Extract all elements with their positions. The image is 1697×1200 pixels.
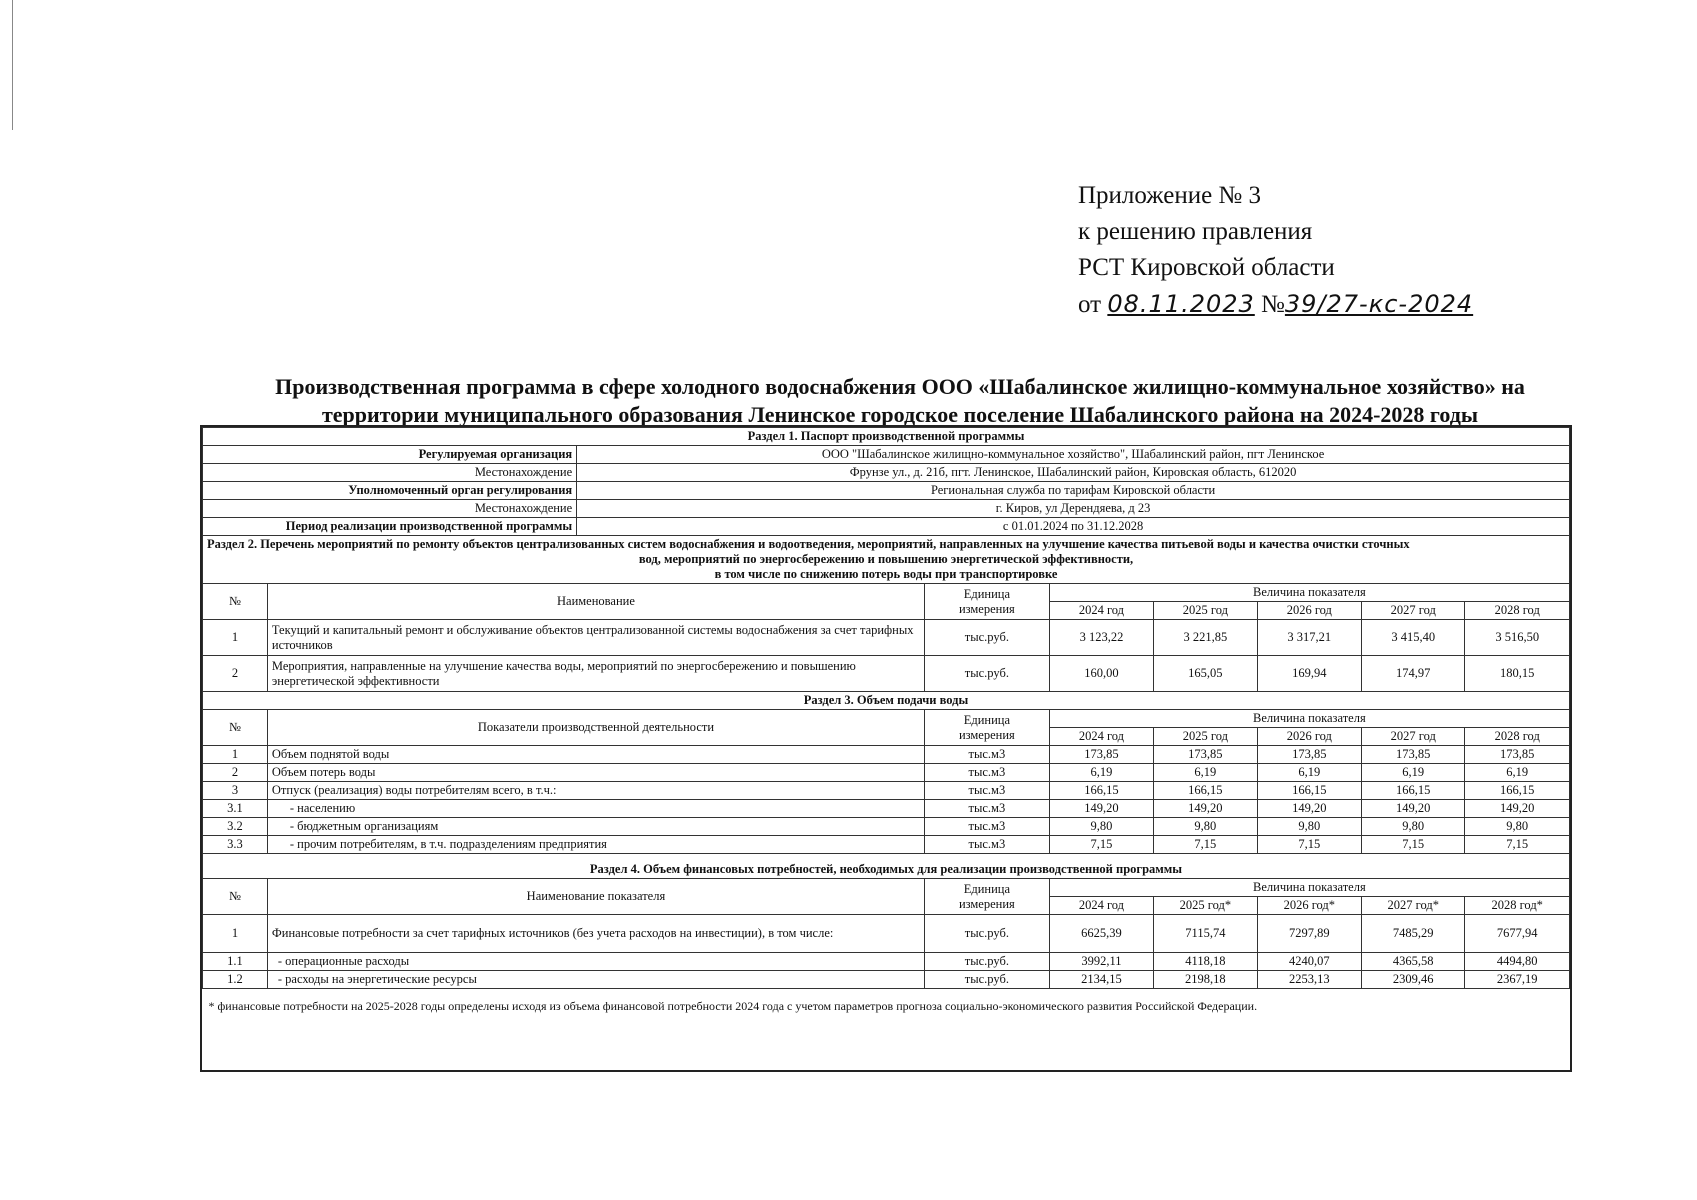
row-value: 7,15 bbox=[1257, 836, 1361, 854]
row-unit: тыс.руб. bbox=[925, 620, 1050, 656]
col-number: № bbox=[203, 879, 268, 915]
col-value: Величина показателя bbox=[1049, 879, 1569, 897]
col-year: 2024 год bbox=[1049, 728, 1153, 746]
row-value: 174,97 bbox=[1362, 656, 1465, 692]
col-unit-line-1: Единица bbox=[963, 881, 1011, 896]
table-row bbox=[203, 764, 1570, 782]
col-year: 2027 год bbox=[1362, 602, 1465, 620]
row-name: - операционные расходы bbox=[267, 953, 924, 971]
row-name: Объем потерь воды bbox=[267, 764, 924, 782]
table-row bbox=[203, 620, 1570, 656]
row-number: 3.3 bbox=[203, 836, 268, 854]
col-unit bbox=[925, 710, 1050, 746]
passport-label: Местонахождение bbox=[203, 464, 577, 482]
row-value: 149,20 bbox=[1049, 800, 1153, 818]
document-title bbox=[200, 373, 1600, 429]
row-name: Отпуск (реализация) воды потребителям всего, в т.ч.: bbox=[267, 782, 924, 800]
row-value: 166,15 bbox=[1362, 782, 1465, 800]
row-value: 4365,58 bbox=[1362, 953, 1465, 971]
row-value: 3 415,40 bbox=[1362, 620, 1465, 656]
row-value: 4494,80 bbox=[1465, 953, 1570, 971]
section2-heading-line-3: в том числе по снижению потерь воды при транспортировке bbox=[714, 567, 1058, 581]
row-value: 3 123,22 bbox=[1049, 620, 1153, 656]
row-name: - расходы на энергетические ресурсы bbox=[267, 971, 924, 989]
col-year: 2026 год bbox=[1257, 728, 1361, 746]
section2-heading bbox=[203, 536, 1570, 584]
row-value: 166,15 bbox=[1257, 782, 1361, 800]
table-row bbox=[203, 818, 1570, 836]
title-line-2: территории муниципального образования Ленинское городское поселение Шабалинского района на 2024-2028 годы bbox=[321, 402, 1479, 427]
col-value: Величина показателя bbox=[1049, 584, 1569, 602]
col-unit bbox=[925, 584, 1050, 620]
row-value: 7297,89 bbox=[1257, 915, 1361, 953]
decision-date: 08.11.2023 bbox=[1107, 290, 1255, 318]
row-name: Финансовые потребности за счет тарифных источников (без учета расходов на инвестиции), в том числе: bbox=[267, 915, 924, 953]
row-unit: тыс.руб. bbox=[925, 656, 1050, 692]
row-value: 173,85 bbox=[1257, 746, 1361, 764]
row-name: Мероприятия, направленные на улучшение качества воды, мероприятий по энергосбережению и повышению энергетической эффективности bbox=[267, 656, 924, 692]
row-unit: тыс.м3 bbox=[925, 764, 1050, 782]
appendix-line-3: РСТ Кировской области bbox=[1078, 254, 1335, 281]
row-value: 3 221,85 bbox=[1154, 620, 1257, 656]
col-year: 2028 год* bbox=[1465, 897, 1570, 915]
section3-header-row bbox=[203, 710, 1570, 728]
row-name: Текущий и капитальный ремонт и обслуживание объектов централизованной системы водоснабжения за счет тарифных источников bbox=[267, 620, 924, 656]
row-value: 7,15 bbox=[1362, 836, 1465, 854]
row-name: - прочим потребителям, в т.ч. подразделениям предприятия bbox=[267, 836, 924, 854]
table-row bbox=[203, 656, 1570, 692]
title-line-1: Производственная программа в сфере холодного водоснабжения ООО «Шабалинское жилищно-коммунальное хозяйство» на bbox=[275, 374, 1525, 399]
col-year: 2025 год* bbox=[1154, 897, 1257, 915]
row-value: 3 516,50 bbox=[1465, 620, 1570, 656]
row-value: 149,20 bbox=[1154, 800, 1257, 818]
program-table bbox=[202, 427, 1570, 1024]
passport-row bbox=[203, 518, 1570, 536]
from-label: от bbox=[1078, 291, 1102, 318]
row-number: 1.1 bbox=[203, 953, 268, 971]
passport-value: Региональная служба по тарифам Кировской области bbox=[577, 482, 1570, 500]
number-label: № bbox=[1261, 291, 1285, 318]
row-number: 2 bbox=[203, 764, 268, 782]
table-row bbox=[203, 800, 1570, 818]
row-value: 166,15 bbox=[1154, 782, 1257, 800]
table-row bbox=[203, 836, 1570, 854]
passport-row bbox=[203, 446, 1570, 464]
row-value: 6,19 bbox=[1362, 764, 1465, 782]
row-value: 173,85 bbox=[1154, 746, 1257, 764]
table-row bbox=[203, 953, 1570, 971]
passport-label: Уполномоченный орган регулирования bbox=[203, 482, 577, 500]
col-year: 2026 год* bbox=[1257, 897, 1361, 915]
col-year: 2024 год bbox=[1049, 602, 1153, 620]
table-row bbox=[203, 971, 1570, 989]
row-number: 3.1 bbox=[203, 800, 268, 818]
col-unit-line-2: измерения bbox=[958, 727, 1015, 742]
col-unit-line-1: Единица bbox=[963, 712, 1011, 727]
passport-value: с 01.01.2024 по 31.12.2028 bbox=[577, 518, 1570, 536]
section3-heading: Раздел 3. Объем подачи воды bbox=[203, 692, 1570, 710]
row-value: 4240,07 bbox=[1257, 953, 1361, 971]
col-year: 2028 год bbox=[1465, 728, 1570, 746]
row-value: 6,19 bbox=[1154, 764, 1257, 782]
row-value: 2253,13 bbox=[1257, 971, 1361, 989]
passport-label: Местонахождение bbox=[203, 500, 577, 518]
table-row bbox=[203, 782, 1570, 800]
row-value: 7,15 bbox=[1465, 836, 1570, 854]
row-value: 2198,18 bbox=[1154, 971, 1257, 989]
row-value: 165,05 bbox=[1154, 656, 1257, 692]
row-value: 2309,46 bbox=[1362, 971, 1465, 989]
section4-heading: Раздел 4. Объем финансовых потребностей, необходимых для реализации производственной программы bbox=[203, 854, 1570, 879]
row-value: 3992,11 bbox=[1049, 953, 1153, 971]
appendix-block bbox=[1078, 178, 1473, 323]
row-number: 1 bbox=[203, 915, 268, 953]
row-value: 7115,74 bbox=[1154, 915, 1257, 953]
passport-value: ООО "Шабалинское жилищно-коммунальное хозяйство", Шабалинский район, пгт Ленинское bbox=[577, 446, 1570, 464]
passport-value: Фрунзе ул., д. 21б, пгт. Ленинское, Шабалинский район, Кировская область, 612020 bbox=[577, 464, 1570, 482]
row-name: - населению bbox=[267, 800, 924, 818]
row-value: 4118,18 bbox=[1154, 953, 1257, 971]
col-unit bbox=[925, 879, 1050, 915]
row-value: 9,80 bbox=[1049, 818, 1153, 836]
decision-number: 39/27-кс-2024 bbox=[1284, 290, 1474, 318]
row-value: 6,19 bbox=[1465, 764, 1570, 782]
passport-row bbox=[203, 482, 1570, 500]
col-year: 2024 год bbox=[1049, 897, 1153, 915]
row-value: 9,80 bbox=[1465, 818, 1570, 836]
col-year: 2025 год bbox=[1154, 602, 1257, 620]
row-number: 1 bbox=[203, 620, 268, 656]
row-value: 6,19 bbox=[1049, 764, 1153, 782]
row-number: 1.2 bbox=[203, 971, 268, 989]
col-name: Наименование bbox=[267, 584, 924, 620]
col-year: 2028 год bbox=[1465, 602, 1570, 620]
col-year: 2026 год bbox=[1257, 602, 1361, 620]
section1-heading: Раздел 1. Паспорт производственной программы bbox=[203, 428, 1570, 446]
row-unit: тыс.руб. bbox=[925, 953, 1050, 971]
row-unit: тыс.руб. bbox=[925, 915, 1050, 953]
table-row bbox=[203, 915, 1570, 953]
section2-heading-line-1: Раздел 2. Перечень мероприятий по ремонту объектов централизованных систем водоснабжения и водоотведения, мероприятий, направленных на улучшение качества питьевой воды и качества очистки сточных bbox=[207, 537, 1410, 551]
row-name: - бюджетным организациям bbox=[267, 818, 924, 836]
row-value: 173,85 bbox=[1049, 746, 1153, 764]
row-number: 1 bbox=[203, 746, 268, 764]
section2-header-row bbox=[203, 584, 1570, 602]
row-unit: тыс.м3 bbox=[925, 746, 1050, 764]
appendix-line-1: Приложение № 3 bbox=[1078, 182, 1262, 209]
row-unit: тыс.м3 bbox=[925, 818, 1050, 836]
col-year: 2027 год* bbox=[1362, 897, 1465, 915]
row-value: 6625,39 bbox=[1049, 915, 1153, 953]
col-year: 2027 год bbox=[1362, 728, 1465, 746]
section1-heading-row bbox=[203, 428, 1570, 446]
row-value: 149,20 bbox=[1257, 800, 1361, 818]
col-unit-line-2: измерения bbox=[958, 896, 1015, 911]
row-value: 9,80 bbox=[1362, 818, 1465, 836]
col-unit-line-2: измерения bbox=[958, 601, 1015, 616]
col-number: № bbox=[203, 584, 268, 620]
row-value: 180,15 bbox=[1465, 656, 1570, 692]
col-unit-line-1: Единица bbox=[963, 586, 1011, 601]
footnote: * финансовые потребности на 2025-2028 годы определены исходя из объема финансовой потребности 2024 года с учетом параметров прогноза социально-экономического развития Российской Федерации. bbox=[208, 999, 1258, 1013]
row-value: 7,15 bbox=[1049, 836, 1153, 854]
passport-row bbox=[203, 464, 1570, 482]
section4-heading-row bbox=[203, 854, 1570, 879]
row-value: 160,00 bbox=[1049, 656, 1153, 692]
section3-heading-row bbox=[203, 692, 1570, 710]
col-number: № bbox=[203, 710, 268, 746]
row-number: 3.2 bbox=[203, 818, 268, 836]
col-name: Показатели производственной деятельности bbox=[267, 710, 924, 746]
table-row bbox=[203, 746, 1570, 764]
col-year: 2025 год bbox=[1154, 728, 1257, 746]
program-table-frame bbox=[200, 425, 1572, 1072]
row-value: 149,20 bbox=[1362, 800, 1465, 818]
col-name: Наименование показателя bbox=[267, 879, 924, 915]
section2-heading-line-2: вод, мероприятий по энергосбережению и повышению энергетической эффективности, bbox=[638, 552, 1134, 566]
row-value: 169,94 bbox=[1257, 656, 1361, 692]
passport-label: Период реализации производственной программы bbox=[203, 518, 577, 536]
row-value: 9,80 bbox=[1257, 818, 1361, 836]
row-value: 149,20 bbox=[1465, 800, 1570, 818]
row-name: Объем поднятой воды bbox=[267, 746, 924, 764]
row-number: 2 bbox=[203, 656, 268, 692]
section2-heading-row bbox=[203, 536, 1570, 584]
row-value: 166,15 bbox=[1465, 782, 1570, 800]
passport-label: Регулируемая организация bbox=[203, 446, 577, 464]
appendix-date-line bbox=[1078, 286, 1473, 323]
row-unit: тыс.руб. bbox=[925, 971, 1050, 989]
passport-row bbox=[203, 500, 1570, 518]
col-value: Величина показателя bbox=[1049, 710, 1569, 728]
row-value: 6,19 bbox=[1257, 764, 1361, 782]
row-value: 3 317,21 bbox=[1257, 620, 1361, 656]
row-value: 166,15 bbox=[1049, 782, 1153, 800]
passport-value: г. Киров, ул Дерендяева, д 23 bbox=[577, 500, 1570, 518]
row-value: 7485,29 bbox=[1362, 915, 1465, 953]
scan-edge-line bbox=[12, 0, 13, 130]
row-value: 7677,94 bbox=[1465, 915, 1570, 953]
row-value: 9,80 bbox=[1154, 818, 1257, 836]
row-unit: тыс.м3 bbox=[925, 782, 1050, 800]
footnote-row bbox=[203, 989, 1570, 1025]
row-unit: тыс.м3 bbox=[925, 836, 1050, 854]
row-number: 3 bbox=[203, 782, 268, 800]
section4-header-row bbox=[203, 879, 1570, 897]
row-value: 7,15 bbox=[1154, 836, 1257, 854]
appendix-line-2: к решению правления bbox=[1078, 218, 1313, 245]
row-value: 173,85 bbox=[1362, 746, 1465, 764]
row-value: 173,85 bbox=[1465, 746, 1570, 764]
row-value: 2367,19 bbox=[1465, 971, 1570, 989]
row-value: 2134,15 bbox=[1049, 971, 1153, 989]
row-unit: тыс.м3 bbox=[925, 800, 1050, 818]
